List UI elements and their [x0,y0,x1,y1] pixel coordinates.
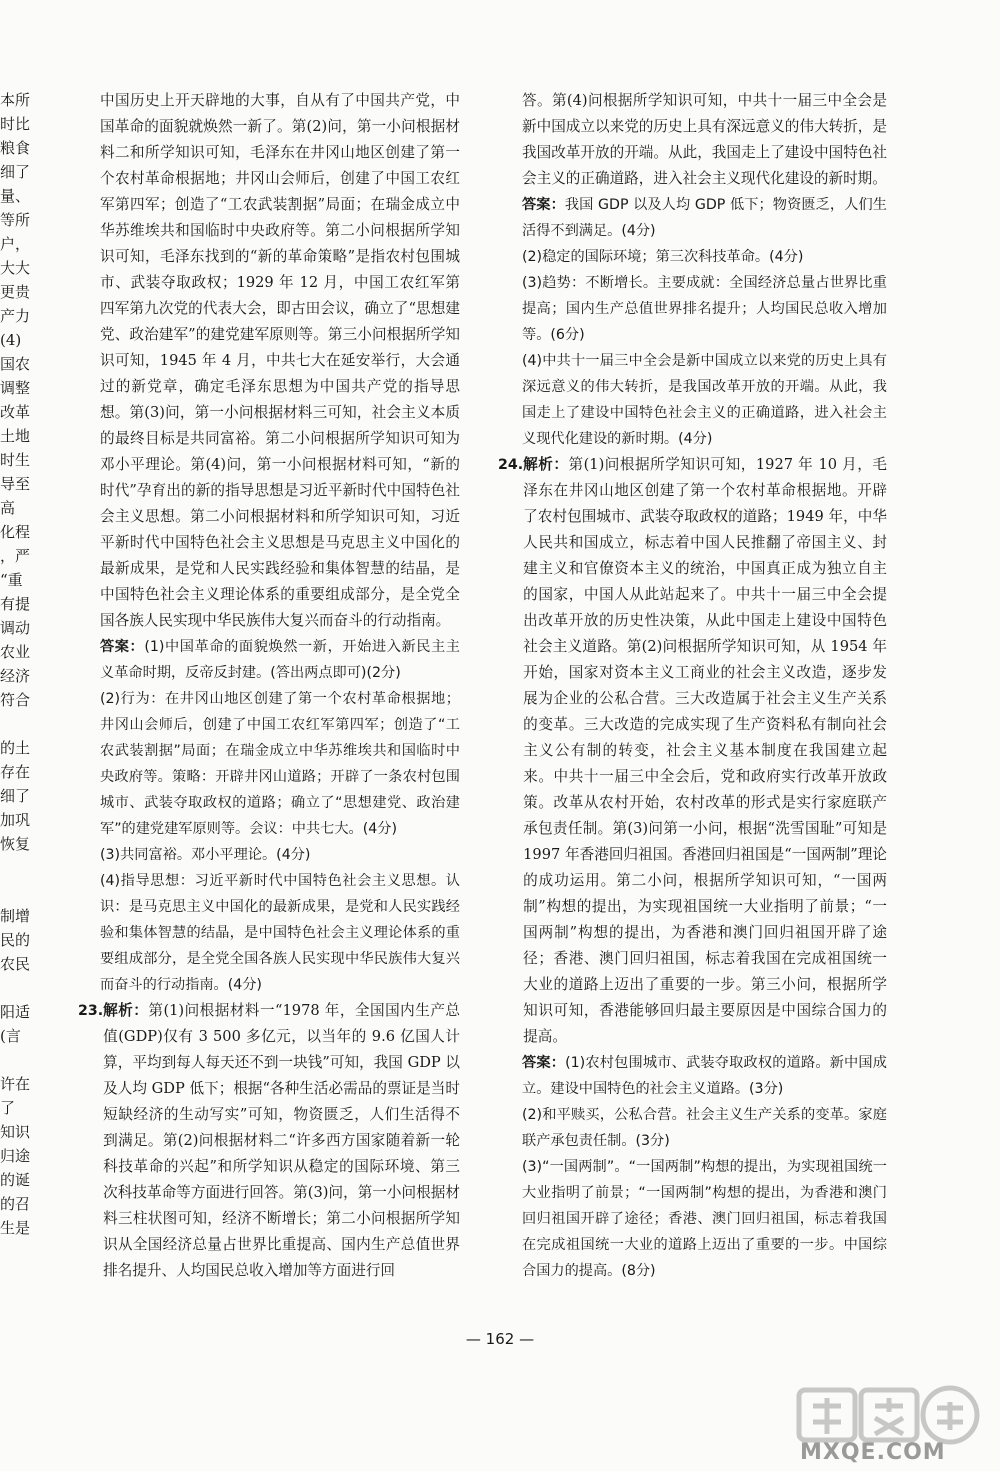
left-fragment-line: 更贵 [0,283,31,301]
q22-answer-1 [100,634,460,686]
left-fragment-line: 农业 [0,643,31,661]
q23-answer-3: (3)趋势：不断增长。主要成就：全国经济总量占世界比重提高；国内生产总值世界排名提升；人均国民总收入增加等。(6分) [522,275,887,343]
left-fragment-line: 的召 [0,1195,31,1213]
q23-analysis-continued: 答。第(4)问根据所学知识可知，中共十一届三中全会是新中国成立以来党的历史上具有深远意义的伟大转折，是我国改革开放的开端。从此，我国走上了建设中国特色社会主义的正确道路，进入社会主义现代化建设的新时期。 [522,92,887,187]
right-column [498,88,887,1284]
left-fragment-line: 民的 [0,931,31,949]
q23-answer-2: (2)稳定的国际环境；第三次科技革命。(4分) [522,249,804,265]
left-fragment-line: 符合 [0,691,31,709]
left-fragment-line: 调整 [0,379,31,397]
left-fragment-line: 生是 [0,1219,31,1237]
left-fragment-line: 细了 [0,163,31,181]
q23-answer-1-text: 我国 GDP 以及人均 GDP 低下；物资匮乏，人们生活得不到满足。(4分) [522,197,887,239]
left-fragment-line: 制增 [0,907,31,925]
left-fragment-line: (4) [0,331,22,349]
left-fragment-line: 时比 [0,115,31,133]
q23-analysis-text: 第(1)问根据材料一“1978 年，全国国内生产总值(GDP)仅有 3 500 多亿元，以当年的 9.6 亿国人计算，平均到每人每天还不到一块钱”可知，我国 GDP 以及人均 GDP 低下；根据“各种生活必需品的票证是当时短缺经济的生动写实”可知，物资匮乏，人们生活得不到满足。第(2)问根据材料二“许多西方国家随着新一轮科技革命的兴起”和所学知识从稳定的国际环境、第三次科技革命等方面进行回答。第(3)问，第一小问根据材料三柱状图可知，经济不断增长；第二小问根据所学知识从全国经济总量占世界比重提高、国内生产总值世界排名提升、人均国民总收入增加等方面进行回 [103,1002,460,1279]
left-fragment-line [0,976,26,1000]
left-fragment-line: 存在 [0,763,31,781]
left-fragment-line: 国农 [0,355,31,373]
q23-block [78,998,460,1284]
q23-analysis [103,998,460,1284]
left-fragment-line: 许在 [0,1075,31,1093]
middle-column [78,88,460,1284]
q24-answer-3: (3)“一国两制”。“一国两制”构想的提出，为实现祖国统一大业指明了前景；“一国两制”构想的提出，为香港和澳门回归祖国开辟了途径；香港、澳门回归祖国，标志着我国在完成祖国统一大业的道路上迈出了重要的一步。中国综合国力的提高。(8分) [522,1159,887,1279]
q22-answer-2: (2)行为：在井冈山地区创建了第一个农村革命根据地；井冈山会师后，创建了中国工农红军第四军；创造了“工农武装割据”局面；在瑞金成立中华苏维埃共和国临时中央政府等。策略：开辟井冈山道路；开辟了一条农村包围城市、武装夺取政权的道路；确立了“思想建党、政治建军”的建党建军原则等。会议：中共七大。(4分) [100,691,460,837]
left-fragment-line: 的诞 [0,1171,31,1189]
left-fragment-line: 知识 [0,1123,31,1141]
left-fragment-line: 有提 [0,595,31,613]
left-fragment-line: 产力 [0,307,31,325]
analysis-label: 解析： [103,1002,149,1019]
left-fragment-line: 粮食 [0,139,31,157]
left-fragment-line: 时生 [0,451,31,469]
left-fragment-line: 量、 [0,187,31,205]
left-fragment-line: 阳适 [0,1003,31,1021]
q24-answer-1-text: (1)农村包围城市、武装夺取政权的道路。新中国成立。建设中国特色的社会主义道路。(3分) [522,1055,887,1097]
q24-answer-2: (2)和平赎买，公私合营。社会主义生产关系的变革。家庭联产承包责任制。(3分) [522,1107,887,1149]
left-fragment-line: ，严 [0,547,31,565]
q23-answer-1 [522,192,887,244]
q22-answer-3: (3)共同富裕。邓小平理论。(4分) [100,847,311,863]
q24-analysis [523,452,887,1050]
watermark-site: MXQE.COM [800,1440,946,1465]
left-fragment-line [0,712,26,736]
q23-number: 23. [78,1003,104,1019]
q22-answer-1-text: (1)中国革命的面貌焕然一新，开始进入新民主主义革命时期，反帝反封建。(答出两点即可)(2分) [100,639,460,681]
left-fragment-line: (言 [0,1027,21,1045]
q24-answer-1 [522,1050,887,1102]
answer-label: 答案： [100,639,145,655]
left-fragment-line: 经济 [0,667,31,685]
left-fragment-line: 大大 [0,259,31,277]
left-fragment-line: 高 [0,499,16,517]
answer-label: 答案： [522,197,565,213]
left-fragment-line: 调动 [0,619,31,637]
left-fragment-line: 归途 [0,1147,31,1165]
left-fragment-line: 加巩 [0,811,31,829]
left-fragment-line [0,1048,26,1072]
left-fragment-line: 细了 [0,787,31,805]
left-fragment-line: 恢复 [0,835,31,853]
left-fragment-line: 化程 [0,523,31,541]
left-fragment-line: 改革 [0,403,31,421]
left-fragment-line: 户， [0,235,31,253]
page-number: — 162 — [465,1330,535,1348]
left-fragment-line: 农民 [0,955,31,973]
q24-number: 24. [498,457,524,473]
left-fragment-line: 本所 [0,91,31,109]
answer-label: 答案： [522,1055,566,1071]
left-fragment-line: “重 [0,571,23,589]
left-fragment-line: 土地 [0,427,31,445]
left-fragment-line: 等所 [0,211,31,229]
q23-answer-4: (4)中共十一届三中全会是新中国成立以来党的历史上具有深远意义的伟大转折，是我国改革开放的开端。从此，我国走上了建设中国特色社会主义的正确道路，进入社会主义现代化建设的新时期。(4分) [522,353,887,447]
q22-analysis-continued: 中国历史上开天辟地的大事，自从有了中国共产党，中国革命的面貌就焕然一新了。第(2)问，第一小问根据材料二和所学知识可知，毛泽东在井冈山地区创建了第一个农村革命根据地；井冈山会师后，创建了中国工农红军第四军；创造了“工农武装割据”局面；在瑞金成立中华苏维埃共和国临时中央政府等。第二小问根据所学知识可知，毛泽东找到的“新的革命策略”是指农村包围城市、武装夺取政权；1929 年 12 月，中国工农红军第四军第九次党的代表大会，即古田会议，确立了“思想建党、政治建军”的建党建军原则等。第三小问根据所学知识可知，1945 年 4 月，中共七大在延安举行，大会通过的新党章，确定毛泽东思想为中国共产党的指导思想。第(3)问，第一小问根据材料三可知，社会主义本质的最终目标是共同富裕。第二小问根据所学知识可知为邓小平理论。第(4)问，第一小问根据材料可知，“新的时代”孕育出的新的指导思想是习近平新时代中国特色社会主义思想。第二小问根据材料和所学知识可知，习近平新时代中国特色社会主义思想是马克思主义中国化的最新成果，是党和人民实践经验和集体智慧的结晶，是中国特色社会主义理论体系的重要组成部分，是全党全国各族人民实现中华民族伟大复兴而奋斗的行动指南。 [100,92,460,629]
q24-block [498,452,887,1050]
left-fragment-line [0,856,26,880]
q24-analysis-text: 第(1)问根据所学知识可知，1927 年 10 月，毛泽东在井冈山地区创建了第一个农村革命根据地。开辟了农村包围城市、武装夺取政权的道路；1949 年，中华人民共和国成立，标志着中国人民推翻了帝国主义、封建主义和官僚资本主义的统治，中国真正成为独立自主的国家，中国人从此站起来了。中共十一届三中全会提出改革开放的历史性决策，从此中国走上建设中国特色社会主义道路。第(2)问根据所学知识可知，从 1954 年开始，国家对资本主义工商业的社会主义改造，逐步发展为企业的公私合营。三大改造属于社会主义生产关系的变革。三大改造的完成实现了生产资料私有制向社会主义公有制的转变，社会主义基本制度在我国建立起来。中共十一届三中全会后，党和政府实行改革开放政策。改革从农村开始，农村改革的形式是实行家庭联产承包责任制。第(3)问第一小问，根据“洗雪国耻”可知是 1997 年香港回归祖国。香港回归祖国是“一国两制”理论的成功运用。第二小问，根据所学知识可知，“一国两制”构想的提出，为实现祖国统一大业指明了前景；“一国两制”构想的提出，为香港和澳门回归祖国开辟了途径；香港、澳门回归祖国，标志着我国在完成祖国统一大业的道路上迈出了重要的一步。第三小问，根据所学知识可知，香港能够回归最主要原因是中国综合国力的提高。 [523,456,887,1045]
left-fragment-line: 导至 [0,475,31,493]
left-fragment-line [0,880,26,904]
left-fragment-line: 的土 [0,739,31,757]
q22-answer-4: (4)指导思想：习近平新时代中国特色社会主义思想。认识：是马克思主义中国化的最新成果，是党和人民实践经验和集体智慧的结晶，是中国特色社会主义理论体系的重要组成部分，是全党全国各族人民实现中华民族伟大复兴而奋斗的行动指南。(4分) [100,873,460,993]
left-fragment-line: 了 [0,1099,16,1117]
left-cropped-column [0,88,31,1240]
analysis-label: 解析： [523,456,569,473]
